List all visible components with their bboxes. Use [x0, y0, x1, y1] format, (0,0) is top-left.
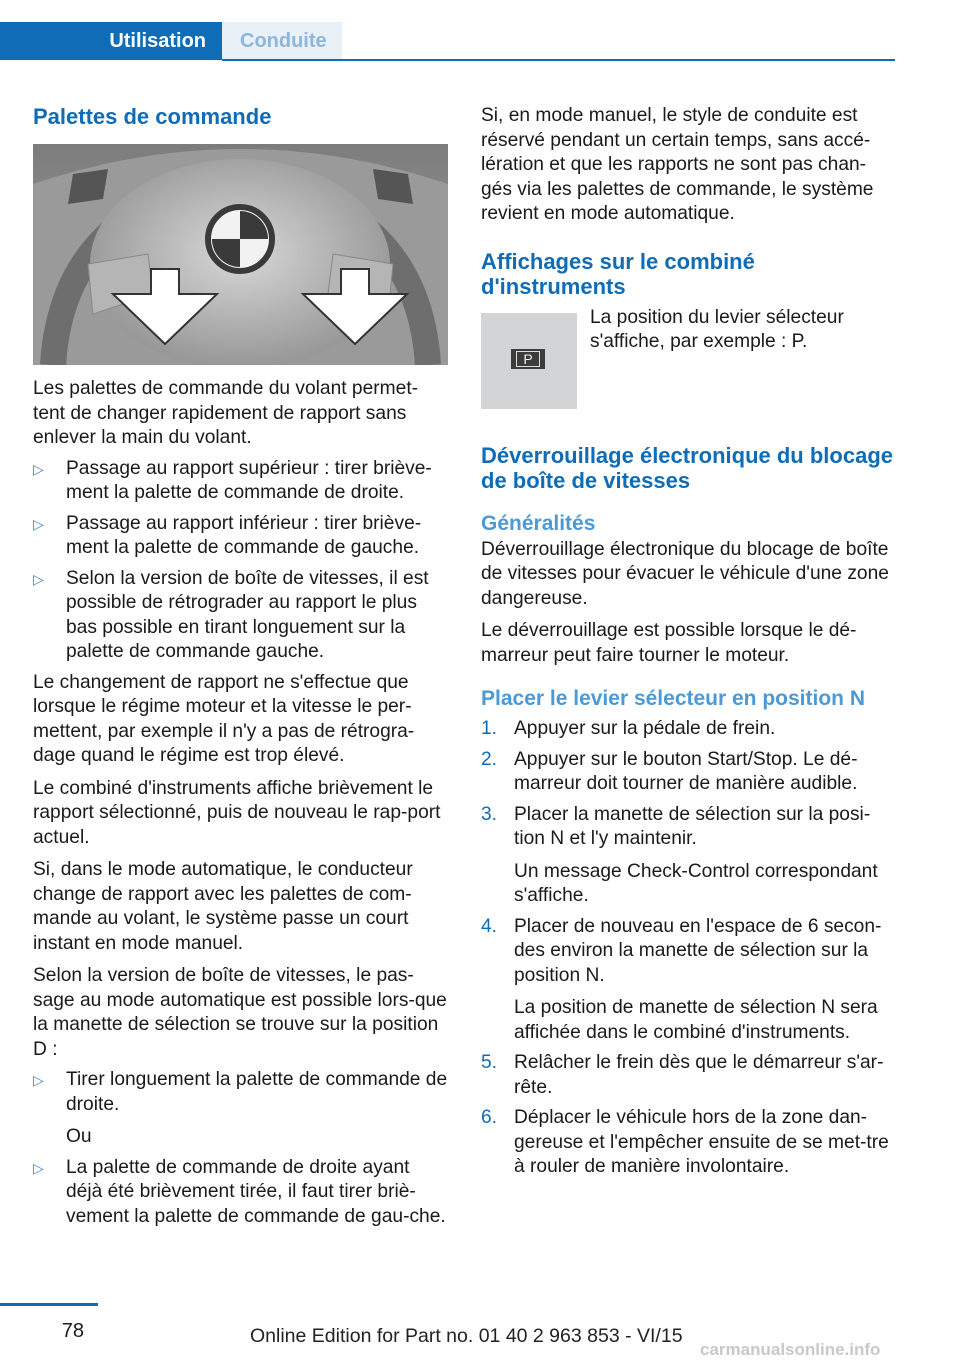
tab-underline [222, 59, 895, 61]
list-item-text: Tirer longuement la palette de commande de droite. [66, 1069, 448, 1115]
step-number: 3. [481, 803, 498, 825]
right-column [481, 104, 896, 1180]
triangle-bullet-icon: ▷ [33, 570, 44, 587]
watermark: carmanualsonline.info [700, 1340, 881, 1359]
step-number: 6. [481, 1107, 498, 1128]
intro-paragraph: Les palettes de commande du volant permet-tent de changer rapidement de rapport sans enlever la main du volant. [33, 378, 419, 448]
step-number: 4. [481, 915, 498, 937]
chapter-tabs [0, 22, 895, 62]
bullet-list [33, 457, 448, 665]
section-heading-unlock: Déverrouillage électronique du blocage de boîte de vitesses [481, 442, 893, 493]
bullet-list [33, 1068, 448, 1229]
left-column [33, 104, 448, 1229]
triangle-bullet-icon: ▷ [33, 1072, 44, 1088]
tab-conduite[interactable]: Conduite [222, 22, 342, 60]
subheading-general: Généralités [481, 511, 596, 535]
steering-wheel-image [33, 144, 448, 365]
list-item-text: Passage au rapport inférieur : tirer briève-ment la palette de commande de gauche. [66, 512, 422, 558]
gear-display-image [481, 313, 577, 409]
step-item [481, 1106, 896, 1180]
list-item-text: La palette de commande de droite ayant déjà été brièvement tirée, il faut tirer briè-vement la palette de commande de gau-che. [66, 1156, 446, 1227]
tab-utilisation[interactable]: Utilisation [0, 22, 222, 60]
paragraph: Le combiné d'instruments affiche brièvement le rapport sélectionné, puis de nouveau le rap-port actuel. [33, 777, 441, 848]
gear-indicator-icon [511, 349, 545, 369]
numbered-steps [481, 717, 896, 1180]
list-item-text: Selon la version de boîte de vitesses, il est possible de rétrograder au rapport le plus bas possible en tirant longuement sur la palette de commande gauche. [66, 567, 429, 662]
list-item [33, 567, 448, 665]
step-number: 5. [481, 1052, 498, 1073]
step-subtext: La position de manette de sélection N sera affichée dans le combiné d'instruments. [514, 997, 878, 1043]
list-item [33, 512, 448, 561]
triangle-bullet-icon: ▷ [33, 515, 44, 532]
triangle-bullet-icon: ▷ [33, 1159, 44, 1176]
paragraph: Si, en mode manuel, le style de conduite est réservé pendant un certain temps, sans accé-lération et que les rapports ne sont pas chan-gés via les palettes de commande, le système revient en mode automatique. [481, 105, 874, 224]
step-text: Placer de nouveau en l'espace de 6 secon-des environ la manette de sélection sur la position N. [514, 915, 882, 986]
list-item [33, 457, 448, 506]
paragraph: Le changement de rapport ne s'effectue que lorsque le régime moteur et la vitesse le per-mettent, par exemple il n'y a pas de rétrogra-dage quand le régime est trop élevé. [33, 671, 415, 766]
paragraph: Déverrouillage électronique du blocage de boîte de vitesses pour évacuer le véhicule d'une zone dangereuse. [481, 538, 889, 609]
display-block [481, 306, 896, 411]
display-text: La position du levier sélecteur s'affiche, par exemple : P. [590, 306, 844, 352]
step-item [481, 748, 896, 797]
step-text: Relâcher le frein dès que le démarreur s'ar-rête. [514, 1052, 884, 1098]
step-item [481, 803, 896, 909]
step-text: Placer la manette de sélection sur la posi-tion N et l'y maintenir. [514, 803, 871, 849]
paragraph: Si, dans le mode automatique, le conducteur change de rapport avec les palettes de com-mande au volant, le système passe un court instant en mode manuel. [33, 859, 413, 954]
list-item [33, 1156, 448, 1230]
step-item [481, 717, 896, 742]
step-item [481, 1051, 896, 1100]
list-item [33, 1068, 448, 1150]
section-title: Palettes de commande [33, 104, 272, 129]
subheading-position-n: Placer le levier sélecteur en position N [481, 687, 865, 710]
paragraph: Le déverrouillage est possible lorsque le dé-marreur peut faire tourner le moteur. [481, 620, 857, 666]
edition-note: Online Edition for Part no. 01 40 2 963 853 - VI/15 [250, 1325, 683, 1347]
step-text: Appuyer sur la pédale de frein. [514, 718, 776, 739]
section-heading-display: Affichages sur le combiné d'instruments [481, 248, 755, 299]
step-number: 2. [481, 748, 498, 770]
gear-indicator-label: P [516, 351, 539, 367]
step-number: 1. [481, 718, 498, 739]
paragraph: Selon la version de boîte de vitesses, le pas-sage au mode automatique est possible lors-que la manette de sélection se trouve sur la position D : [33, 965, 447, 1060]
list-item-text: Passage au rapport supérieur : tirer briève-ment la palette de commande de droite. [66, 457, 432, 503]
step-text: Appuyer sur le bouton Start/Stop. Le dé-marreur doit tourner de manière audible. [514, 748, 858, 794]
triangle-bullet-icon: ▷ [33, 460, 44, 477]
step-item [481, 915, 896, 1046]
list-item-subtext: Ou [66, 1126, 92, 1147]
footer-rule [0, 1303, 98, 1306]
page-number: 78 [61, 1320, 84, 1342]
step-subtext: Un message Check-Control correspondant s'affiche. [514, 860, 878, 906]
step-text: Déplacer le véhicule hors de la zone dan-gereuse et l'empêcher ensuite de se met-tre à rouler de manière involontaire. [514, 1107, 889, 1177]
steering-wheel-illustration [33, 144, 448, 365]
